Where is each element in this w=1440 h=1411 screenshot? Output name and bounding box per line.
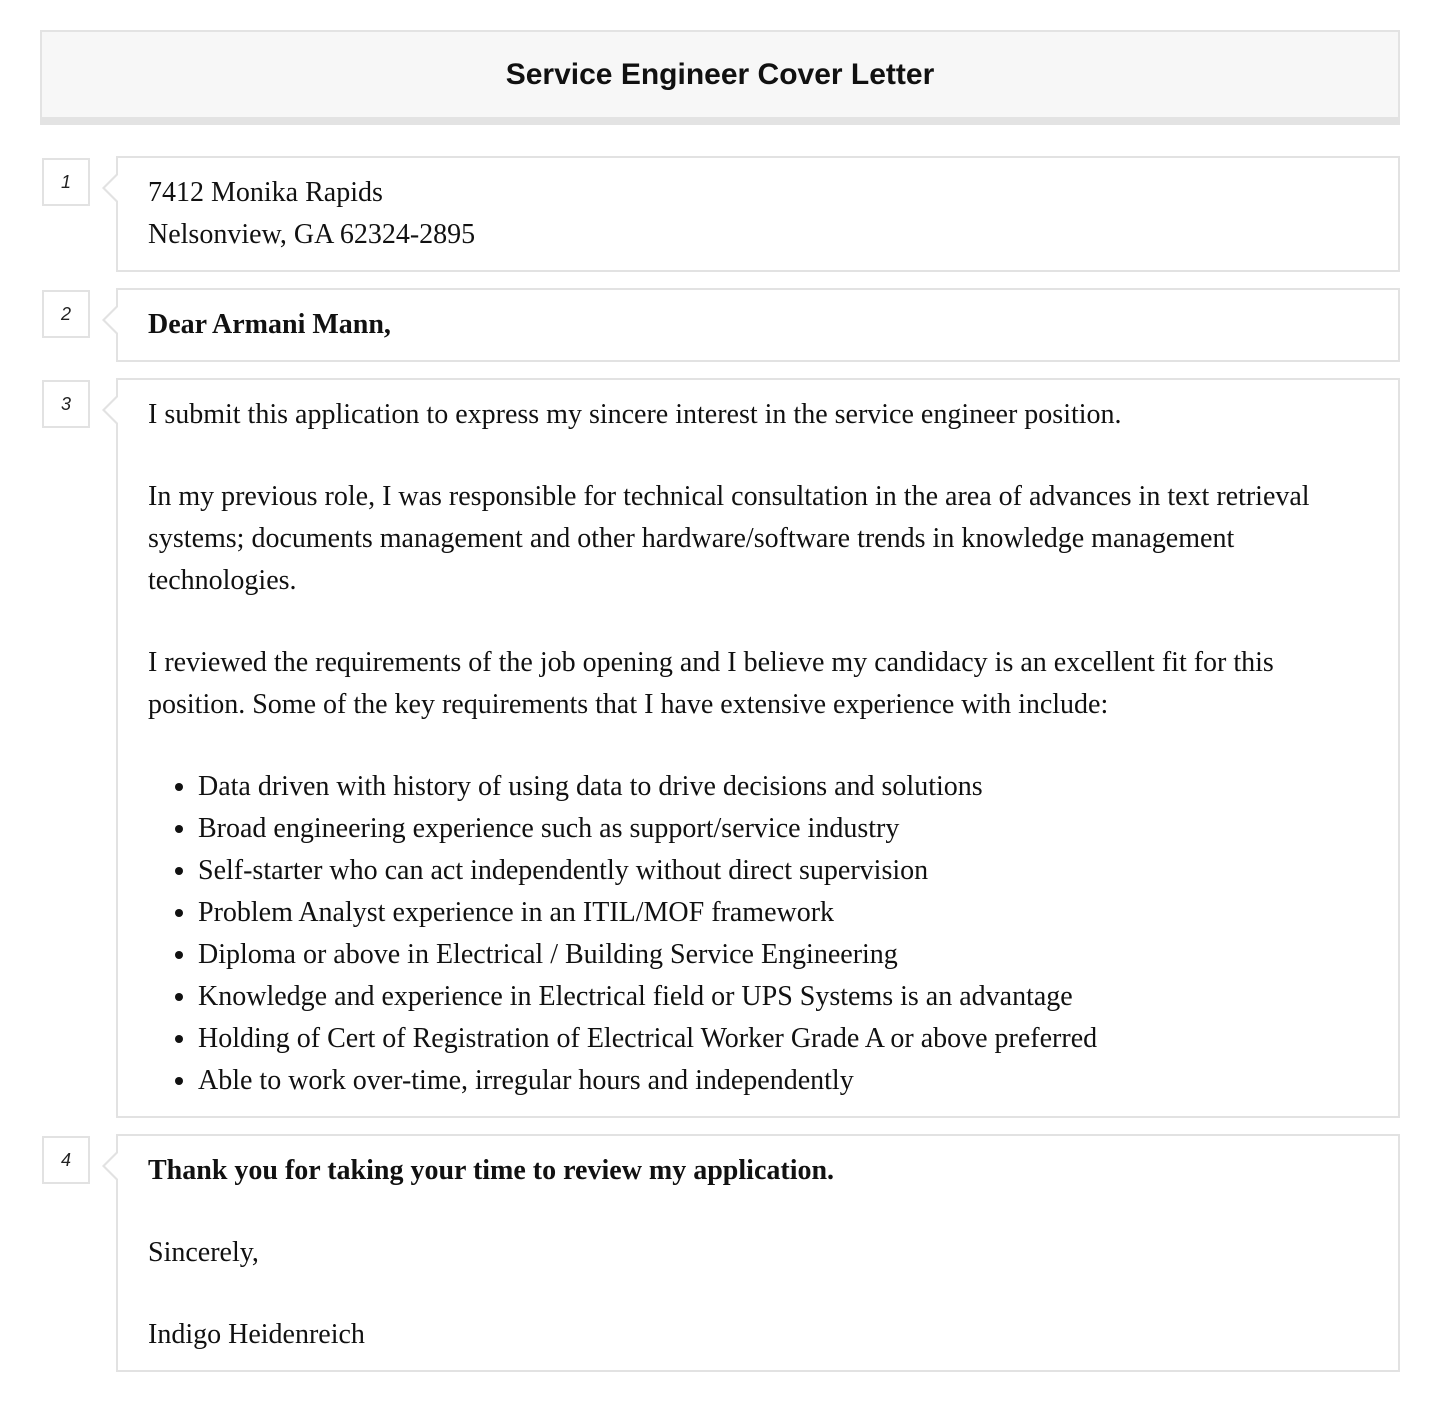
list-item: • Self-starter who can act independently without direct supervision [198, 850, 1368, 892]
list-item: • Diploma or above in Electrical / Building Service Engineering [198, 934, 1368, 976]
title-bar [40, 30, 1400, 125]
document-title: Service Engineer Cover Letter [505, 57, 935, 91]
greeting: Dear Armani Mann, [148, 309, 391, 340]
section-number: 2 [42, 290, 90, 338]
intro-paragraph: I submit this application to express my sincere interest in the service engineer position. [148, 399, 1122, 430]
address-line-2: Nelsonview, GA 62324-2895 [148, 219, 476, 250]
section-number: 4 [42, 1136, 90, 1184]
closing-card [116, 1134, 1400, 1372]
section-number: 3 [42, 380, 90, 428]
list-item: • Broad engineering experience such as support/service industry [198, 808, 1368, 850]
requirements-intro-paragraph: I reviewed the requirements of the job opening and I believe my candidacy is an excellent fit for this position. Some of the key requirements that I have extensive experience with include: [148, 647, 1274, 720]
signature: Indigo Heidenreich [148, 1319, 365, 1350]
requirements-list [148, 766, 1368, 1102]
list-item: • Knowledge and experience in Electrical field or UPS Systems is an advantage [198, 976, 1368, 1018]
previous-role-paragraph: In my previous role, I was responsible for technical consultation in the area of advances in text retrieval systems; documents management and other hardware/software trends in knowledge management technologies. [148, 481, 1310, 596]
list-item: • Data driven with history of using data to drive decisions and solutions [198, 766, 1368, 808]
list-item: • Able to work over-time, irregular hours and independently [198, 1060, 1368, 1102]
address-line-1: 7412 Monika Rapids [148, 177, 383, 208]
section-number: 1 [42, 158, 90, 206]
greeting-card [116, 288, 1400, 362]
thanks-line: Thank you for taking your time to review my application. [148, 1155, 835, 1186]
list-item: • Holding of Cert of Registration of Electrical Worker Grade A or above preferred [198, 1018, 1368, 1060]
address-card [116, 156, 1400, 272]
list-item: • Problem Analyst experience in an ITIL/MOF framework [198, 892, 1368, 934]
cover-letter-page [40, 30, 1400, 1350]
closing-line: Sincerely, [148, 1237, 259, 1268]
body-card [116, 378, 1400, 1118]
